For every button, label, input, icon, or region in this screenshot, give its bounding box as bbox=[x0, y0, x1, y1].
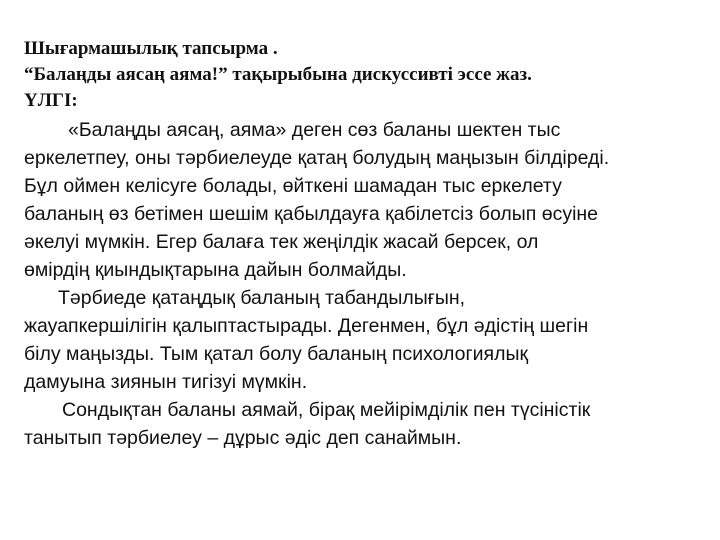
text-line: «Балаңды аясаң, аяма» деген сөз баланы шектен тыс bbox=[68, 119, 561, 141]
essay-paragraph-1 bbox=[24, 116, 684, 284]
assignment-task: “Балаңды аясаң аяма!” тақырыбына дискуссивті эссе жаз. bbox=[24, 64, 532, 85]
header-block bbox=[24, 36, 684, 114]
text-line: баланың өз бетімен шешім қабылдауға қабілетсіз болып өсуіне bbox=[24, 203, 599, 225]
essay-paragraph-2 bbox=[24, 284, 684, 396]
text-line: танытып тәрбиелеу – дұрыс әдіс деп санаймын. bbox=[24, 427, 462, 449]
text-line: әкелуі мүмкін. Егер балаға тек жеңілдік жасай берсек, ол bbox=[24, 231, 539, 253]
text-line: жауапкершілігін қалыптастырады. Дегенмен, бұл әдістің шегін bbox=[24, 315, 589, 337]
text-line: дамуына зиянын тигізуі мүмкін. bbox=[24, 371, 308, 393]
example-label: ҮЛГІ: bbox=[24, 90, 78, 111]
text-line: білу маңызды. Тым қатал болу баланың психологиялық bbox=[24, 343, 528, 365]
text-line: еркелетпеу, оны тәрбиелеуде қатаң болудың маңызын білдіреді. bbox=[24, 147, 610, 169]
text-line: Тәрбиеде қатаңдық баланың табандылығын, bbox=[58, 287, 466, 309]
essay-paragraph-3 bbox=[24, 396, 684, 452]
assignment-title: Шығармашылық тапсырма . bbox=[24, 38, 278, 59]
text-line: Бұл оймен келісуге болады, өйткені шамадан тыс еркелету bbox=[24, 175, 562, 197]
document-page bbox=[24, 36, 684, 452]
text-line: Сондықтан баланы аямай, бірақ мейірімділік пен түсіністік bbox=[62, 399, 591, 421]
text-line: өмірдің қиындықтарына дайын болмайды. bbox=[24, 259, 407, 281]
